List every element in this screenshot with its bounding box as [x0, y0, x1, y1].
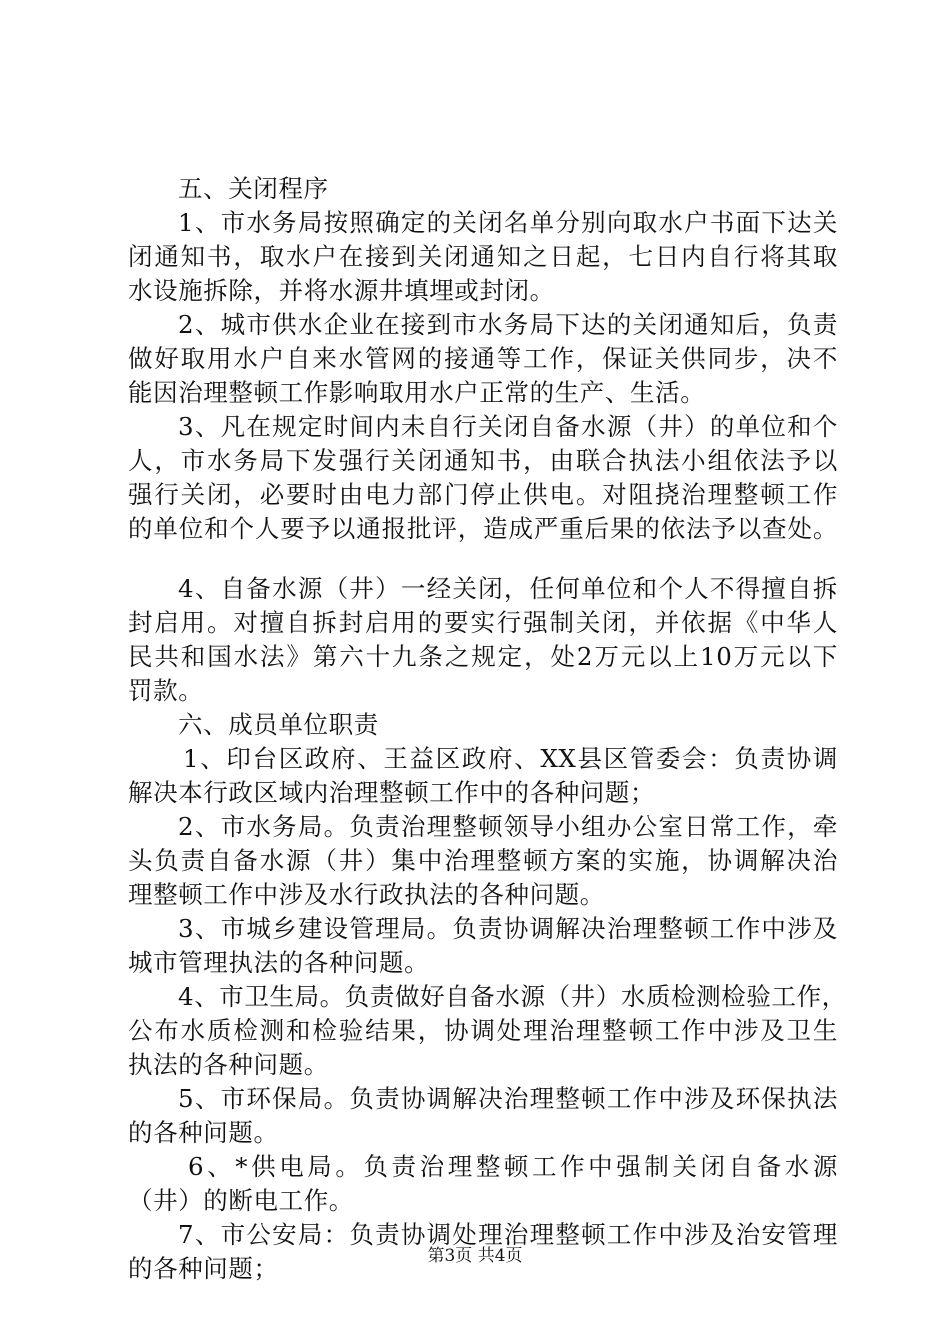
page-number-footer: 第3页 共4页 [427, 1246, 523, 1266]
paragraph-line: 2、城市供水企业在接到市水务局下达的关闭通知后，负责 [178, 310, 838, 339]
paragraph-line: 闭通知书，取水户在接到关闭通知之日起，七日内自行将其取 [128, 242, 838, 271]
paragraph-line: 1、印台区政府、王益区政府、XX县区管委会：负责协调 [183, 744, 838, 773]
paragraph-line: 5、市环保局。负责协调解决治理整顿工作中涉及环保执法 [178, 1084, 838, 1113]
paragraph-line: 头负责自备水源（井）集中治理整顿方案的实施，协调解决治 [128, 846, 838, 875]
paragraph-line: 水设施拆除，并将水源井填埋或封闭。 [128, 276, 555, 305]
paragraph-line: 强行关闭，必要时由电力部门停止供电。对阻挠治理整顿工作 [128, 480, 838, 509]
paragraph-line: 民共和国水法》第六十九条之规定，处2万元以上10万元以下 [128, 642, 838, 671]
section-heading-closing-procedure: 五、关闭程序 [178, 174, 329, 203]
paragraph-line: 2、市水务局。负责治理整顿领导小组办公室日常工作，牵 [178, 812, 838, 841]
paragraph-line: 能因治理整顿工作影响取用水户正常的生产、生活。 [128, 378, 706, 407]
paragraph-line: 公布水质检测和检验结果，协调处理治理整顿工作中涉及卫生 [128, 1016, 838, 1045]
paragraph-line: 理整顿工作中涉及水行政执法的各种问题。 [128, 880, 605, 909]
paragraph-line: 做好取用水户自来水管网的接通等工作，保证关供同步，决不 [128, 344, 838, 373]
paragraph-line: 3、市城乡建设管理局。负责协调解决治理整顿工作中涉及 [178, 914, 838, 943]
paragraph-line: 的各种问题。 [128, 1118, 279, 1147]
paragraph-line: 4、自备水源（井）一经关闭，任何单位和个人不得擅自拆 [178, 574, 838, 603]
paragraph-line: 罚款。 [128, 676, 204, 705]
paragraph-line: 4、市卫生局。负责做好自备水源（井）水质检测检验工作， [178, 982, 847, 1011]
paragraph-line: 城市管理执法的各种问题。 [128, 948, 430, 977]
paragraph-line: 封启用。对擅自拆封启用的要实行强制关闭，并依据《中华人 [128, 608, 838, 637]
paragraph-line: 人，市水务局下发强行关闭通知书，由联合执法小组依法予以 [128, 446, 838, 475]
paragraph-line: 的各种问题； [128, 1254, 279, 1283]
paragraph-line: 解决本行政区域内治理整顿工作中的各种问题； [128, 778, 656, 807]
paragraph-line: 的单位和个人要予以通报批评，造成严重后果的依法予以查处。 [128, 514, 838, 543]
section-heading-member-duties: 六、成员单位职责 [178, 710, 379, 739]
paragraph-line: 执法的各种问题。 [128, 1050, 329, 1079]
paragraph-line: 3、凡在规定时间内未自行关闭自备水源（井）的单位和个 [178, 412, 838, 441]
paragraph-line: 7、市公安局：负责协调处理治理整顿工作中涉及治安管理 [178, 1220, 838, 1249]
paragraph-line: （井）的断电工作。 [128, 1186, 354, 1215]
paragraph-line: 1、市水务局按照确定的关闭名单分别向取水户书面下达关 [178, 208, 838, 237]
paragraph-line: 6、*供电局。负责治理整顿工作中强制关闭自备水源 [188, 1152, 838, 1181]
